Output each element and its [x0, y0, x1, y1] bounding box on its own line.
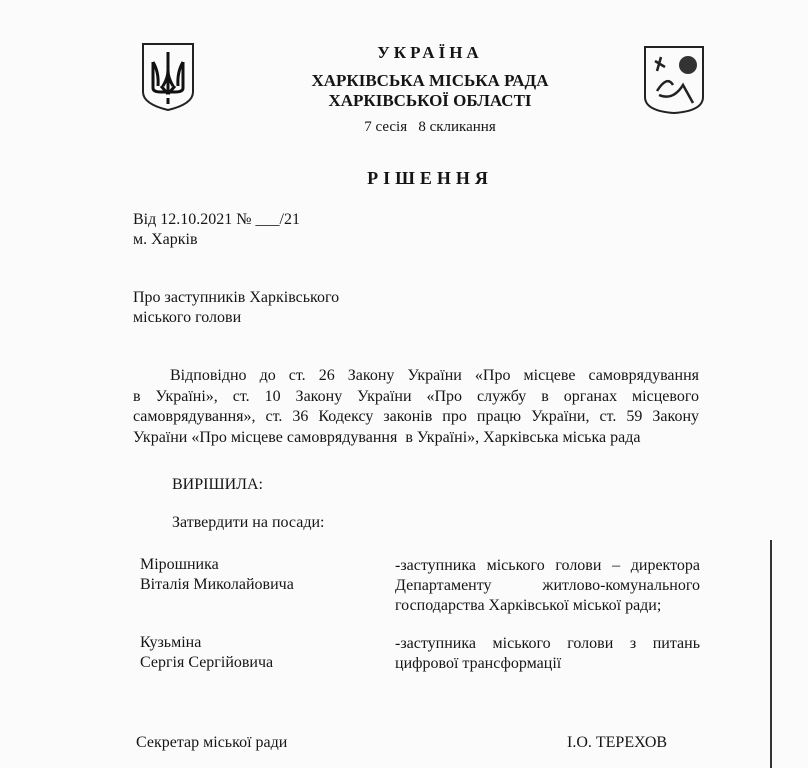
position-line: -заступника міського голови – директора [395, 557, 700, 574]
appointee-surname: Кузьміна [140, 634, 202, 651]
position-line: господарства Харківської міської ради; [395, 597, 662, 614]
scan-edge-line [770, 540, 772, 768]
council-name: ХАРКІВСЬКА МІСЬКА РАДА [311, 71, 549, 90]
appointee-position [395, 634, 700, 674]
session-info: 7 сесія 8 скликання [364, 119, 496, 135]
position-line: -заступника міського голови з питань [395, 635, 700, 652]
country-heading: УКРАЇНА [377, 43, 483, 62]
appointee-position [395, 556, 700, 616]
appointee-given-names: Віталія Миколайовича [140, 576, 294, 593]
signature-name: І.О. ТЕРЕХОВ [567, 734, 668, 751]
date-number: Від 12.10.2021 № ___/21 [133, 211, 300, 228]
preamble-line: України «Про місцеве самоврядування в Україні», Харківська міська рада [133, 428, 641, 446]
subject-line: міського голови [133, 309, 242, 326]
council-region: ХАРКІВСЬКОЇ ОБЛАСТІ [328, 91, 532, 110]
position-line: Департаменту житлово-комунального [395, 577, 700, 594]
document-type: РІШЕННЯ [367, 168, 493, 188]
appointee-given-names: Сергія Сергійовича [140, 654, 274, 671]
preamble [133, 366, 699, 448]
subject-line: Про заступників Харківського [133, 289, 340, 306]
preamble-line: Відповідно до ст. 26 Закону України «Про місцеве самоврядування [170, 367, 699, 384]
position-line: цифрової трансформації [395, 655, 562, 672]
preamble-line: самоврядування», ст. 36 Кодексу законів про працю України, ст. 59 Закону [133, 408, 699, 425]
city: м. Харків [133, 231, 198, 248]
approve-line: Затвердити на посади: [172, 514, 325, 531]
resolved-heading: ВИРІШИЛА: [172, 476, 263, 493]
appointee-surname: Мірошника [140, 556, 219, 573]
signature-title: Секретар міської ради [136, 734, 288, 751]
preamble-line: в Україні», ст. 10 Закону України «Про службу в органах місцевого [133, 387, 699, 405]
